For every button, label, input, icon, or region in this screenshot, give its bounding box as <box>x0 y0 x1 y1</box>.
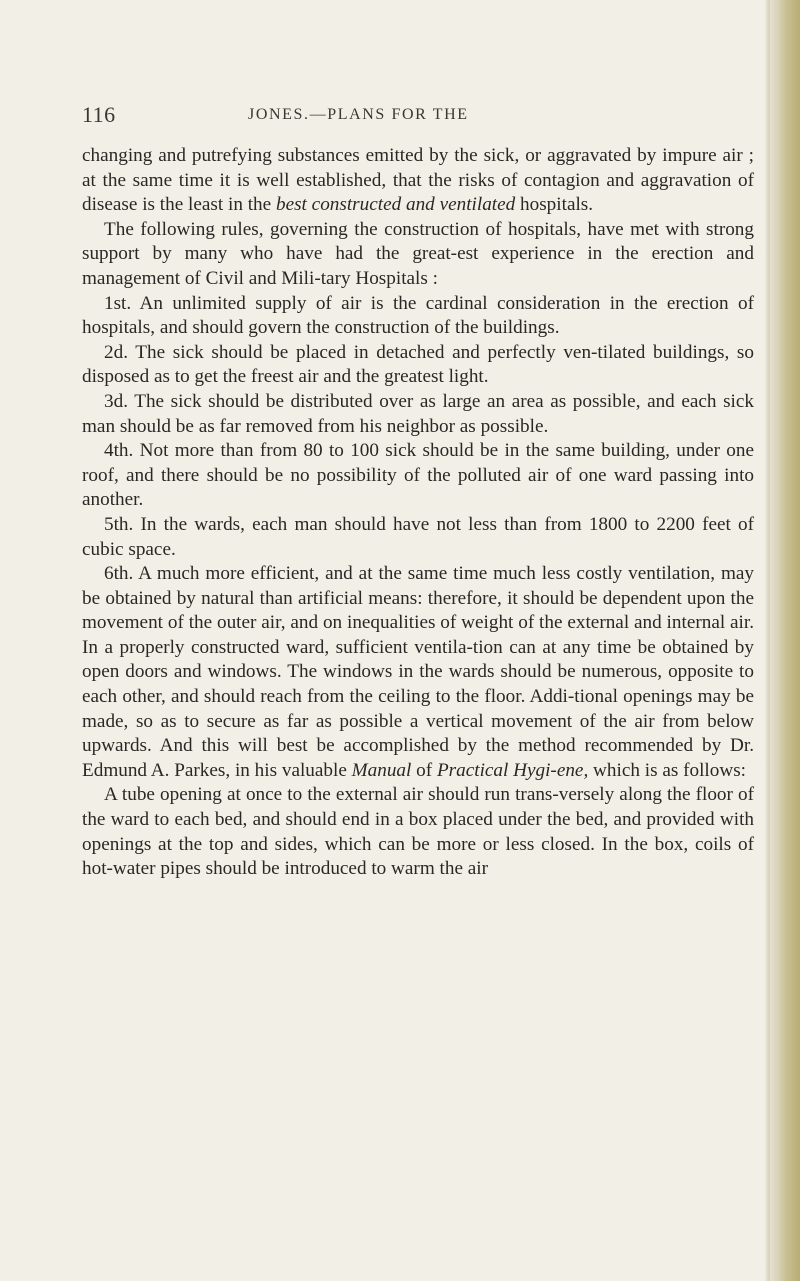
paragraph-1-italic: best constructed and ventilated <box>275 194 516 216</box>
running-head <box>82 102 752 126</box>
page-edge <box>766 0 800 1281</box>
paragraph-1-end: hospitals. <box>515 194 594 216</box>
paragraph-2: The following rules, governing the construction of hospitals, have met with strong support by many who have had the great-est experience in the erection and management of Civil and Mili-tary Hospitals : <box>82 218 754 289</box>
rule-2d: 2d. The sick should be placed in detached and perfectly ven-tilated buildings, so disposed as to get the freest air and the greatest light. <box>82 341 754 388</box>
rule-4th: 4th. Not more than from 80 to 100 sick should be in the same building, under one roof, and there should be no possibility of the polluted air of one ward passing into another. <box>82 440 754 511</box>
page-number: 116 <box>82 102 116 127</box>
paragraph-1 <box>82 144 754 218</box>
rule-5th: 5th. In the wards, each man should have not less than from 1800 to 2200 feet of cubic space. <box>82 513 754 560</box>
rule-3d: 3d. The sick should be distributed over as large an area as possible, and each sick man should be as far removed from his neighbor as possible. <box>82 390 754 437</box>
rule-6th-text: 6th. A much more efficient, and at the same time much less costly ventilation, may be obtained by natural than artificial means: therefore, it should be dependent upon the movement of the outer air, and on inequalities of weight of the external and internal air. In a properly constructed ward, sufficient ventila-tion can at any time be obtained by open doors and windows. The windows in the wards should be numerous, opposite to each other, and should reach from the ceiling to the floor. Addi-tional openings may be made, so as to secure as far as possible a vertical movement of the air from below upwards. And this will best be accomplished by the method recommended by Dr. Edmund A. Parkes, in his valuable <box>82 563 754 781</box>
paragraph-1-text: changing and putrefying substances emitted by the sick, or aggravated by impure air ; at the same time it is well established, that the risks of contagion and aggravation of disease is the least in the <box>82 145 754 216</box>
rule-6th-of: of <box>411 759 437 781</box>
rule-6th-end: which is as follows: <box>588 759 747 781</box>
rule-6th-italic-hygiene: Practical Hygi-ene, <box>436 759 589 781</box>
rule-1st: 1st. An unlimited supply of air is the cardinal consideration in the erection of hospitals, and should govern the construction of the buildings. <box>82 292 754 339</box>
running-title: JONES.—PLANS FOR THE <box>248 106 469 123</box>
page-edge-shadow <box>764 0 770 1281</box>
rule-6th-italic-manual: Manual <box>351 759 412 781</box>
body-text <box>82 144 754 882</box>
paragraph-tube: A tube opening at once to the external air should run trans-versely along the floor of the ward to each bed, and should end in a box placed under the bed, and provided with openings at the top and sides, which can be more or less closed. In the box, coils of hot-water pipes should be introduced to warm the air <box>82 784 754 880</box>
rule-6th <box>82 562 754 783</box>
